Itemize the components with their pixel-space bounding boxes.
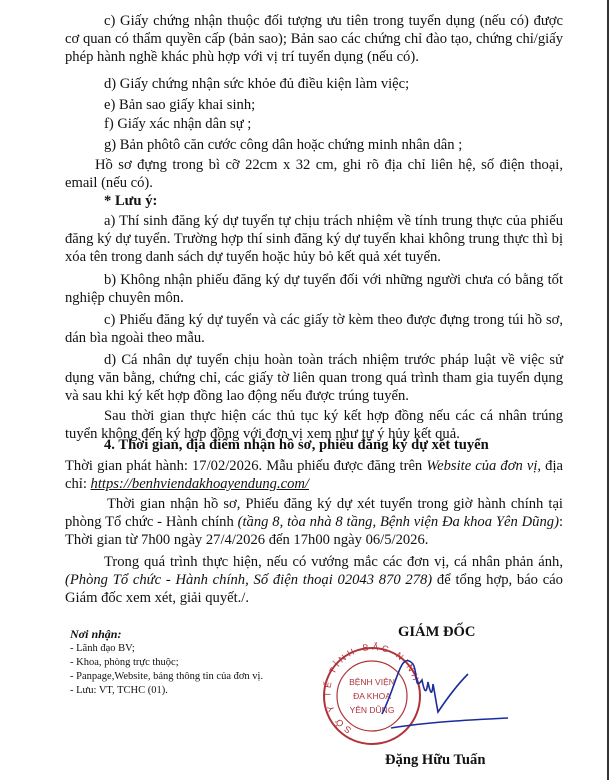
notes-title: * Lưu ý: — [104, 193, 158, 209]
stamp-line-1: BỆNH VIỆN — [349, 677, 395, 687]
recipient-item: - Panpage,Website, bảng thông tin của đơn vị. — [70, 671, 264, 682]
stamp-line-2: ĐA KHOA — [353, 691, 391, 701]
note-a: a) Thí sinh đăng ký dự tuyển tự chịu trách nhiệm về tính trung thực của phiếu đăng ký dự tuyển. Trường hợp thí sinh đăng ký dự tuyển khai không trung thực thì bị xóa tên trong danh sách dự tuyển hoặc hủy bỏ kết quả xét tuyển. — [65, 213, 563, 265]
recipients-title: Nơi nhận: — [70, 627, 122, 641]
issue-text-mid: , địa chỉ: — [65, 458, 563, 492]
page-edge — [607, 0, 609, 780]
receive-text: Thời gian nhận hồ sơ, Phiếu đăng ký dự xét tuyển trong giờ hành chính tại phòng Tổ chức - Hành chính — [65, 496, 563, 530]
signer-name: Đặng Hữu Tuấn — [385, 752, 486, 768]
note-c: c) Phiếu đăng ký dự tuyển và các giấy tờ kèm theo được đựng trong túi hồ sơ, dán bìa ngoài theo mẫu. — [65, 312, 563, 346]
contact-text: Trong quá trình thực hiện, nếu có vướng mắc các đơn vị, cá nhân phản ánh, — [104, 554, 563, 570]
receive-dates: : Thời gian từ 7h00 ngày 27/4/2026 đến 17h00 ngày 06/5/2026. — [65, 514, 563, 548]
doc-item-f: f) Giấy xác nhận dân sự ; — [104, 116, 252, 132]
contact-phone: (Phòng Tổ chức - Hành chính, Số điện thoại 02043 870 278) — [65, 572, 433, 588]
stamp-line-3: YÊN DŨNG — [349, 705, 395, 715]
recipients — [70, 626, 263, 698]
signature-scribble — [382, 661, 508, 728]
doc-item-c: c) Giấy chứng nhận thuộc đối tượng ưu tiên trong tuyển dụng (nếu có) được cơ quan có thẩm quyền cấp (bản sao); Bản sao các chứng chỉ đào tạo, chứng chỉ/giấy phép hành nghề khác phù hợp với vị trí tuyển dụng (nếu có). — [65, 13, 563, 65]
receive-place: (tầng 8, tòa nhà 8 tầng, Bệnh viện Đa khoa Yên Dũng) — [237, 514, 559, 530]
issue-time — [65, 457, 563, 493]
receive-time — [65, 495, 563, 549]
doc-item-g: g) Bản phôtô căn cước công dân hoặc chứng minh nhân dân ; — [104, 137, 463, 153]
note-d: d) Cá nhân dự tuyển chịu hoàn toàn trách nhiệm trước pháp luật về việc sử dụng văn bằng, chứng chỉ, các giấy tờ liên quan trong quá trình tham gia tuyển dụng và sau khi ký kết hợp đồng lao động nếu được trúng tuyển. — [65, 352, 563, 404]
stamp-ring-text: SỞ Y TẾ TỈNH BẮC NINH — [322, 642, 422, 736]
doc-item-e: e) Bản sao giấy khai sinh; — [104, 97, 256, 113]
note-b: b) Không nhận phiếu đăng ký dự tuyển đối với những người chưa có bằng tốt nghiệp chuyên môn. — [65, 272, 563, 306]
envelope-note: Hồ sơ đựng trong bì cỡ 22cm x 32 cm, ghi rõ địa chỉ liên hệ, số điện thoại, email (nếu có). — [65, 157, 563, 191]
contact-suffix: để tổng hợp, báo cáo Giám đốc xem xét, giải quyết./. — [65, 572, 563, 606]
signer-title: GIÁM ĐỐC — [398, 624, 476, 640]
website-label: Website của đơn vị — [426, 458, 538, 474]
recipient-item: - Lưu: VT, TCHC (01). — [70, 685, 168, 696]
contact-paragraph — [65, 553, 563, 607]
issue-text: Thời gian phát hành: 17/02/2026. Mẫu phiếu được đăng trên — [65, 458, 427, 474]
note-after: Sau thời gian thực hiện các thủ tục ký kết hợp đồng nếu các cá nhân trúng tuyển không đến ký hợp đồng với đơn vị xem như tự ý hủy kết quả. — [65, 408, 563, 442]
doc-item-d: d) Giấy chứng nhận sức khỏe đủ điều kiện làm việc; — [104, 76, 410, 92]
section-4-heading: 4. Thời gian, địa điểm nhận hồ sơ, phiếu đăng ký dự xét tuyển — [104, 437, 489, 453]
recipient-item: - Khoa, phòng trực thuộc; — [70, 657, 179, 668]
website-link[interactable]: https://benhviendakhoayendung.com/ — [90, 476, 309, 492]
official-stamp — [318, 642, 538, 752]
recipient-item: - Lãnh đạo BV; — [70, 643, 135, 654]
